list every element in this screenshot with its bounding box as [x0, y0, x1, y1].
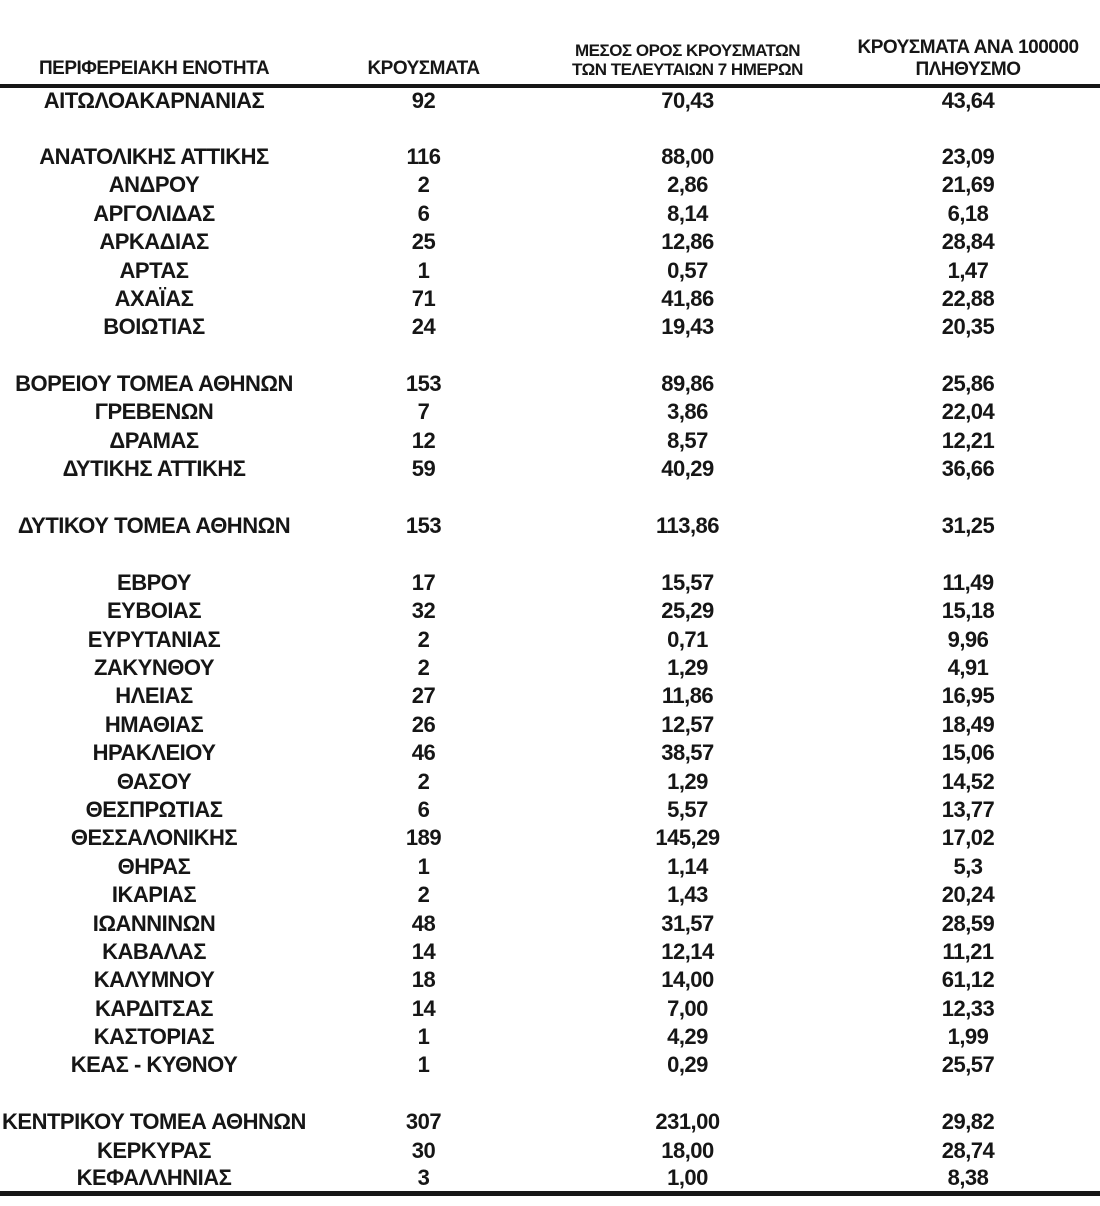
column-header-cases — [308, 0, 539, 86]
avg7-cell: 38,57 — [661, 740, 714, 766]
region-cell: ΕΒΡΟΥ — [117, 569, 191, 595]
cases-cell: 48 — [411, 910, 436, 936]
column-header-per-100000 — [836, 0, 1100, 86]
avg7-cell: 12,14 — [661, 938, 714, 964]
table-row — [0, 569, 1100, 597]
region-cell: ΑΙΤΩΛΟΑΚΑΡΝΑΝΙΑΣ — [43, 88, 265, 114]
avg7-cell: 1,00 — [539, 1165, 836, 1193]
avg7-cell: 88,00 — [661, 143, 714, 169]
per100k-cell: 15,06 — [941, 740, 995, 766]
table-row — [0, 654, 1100, 682]
cases-cell: 189 — [405, 825, 442, 851]
table-row — [0, 200, 1100, 228]
per100k-cell: 15,18 — [941, 598, 995, 624]
region-cell: ΘΗΡΑΣ — [117, 853, 191, 879]
region-cell: ΙΚΑΡΙΑΣ — [111, 882, 197, 908]
region-cell: ΒΟΙΩΤΙΑΣ — [103, 314, 205, 340]
cases-cell: 2 — [417, 882, 430, 908]
per100k-cell: 13,77 — [941, 796, 995, 822]
cases-cell: 153 — [405, 513, 442, 539]
group-spacer-cell — [0, 540, 1100, 568]
per100k-cell: 21,69 — [941, 172, 995, 198]
per100k-cell: 20,24 — [941, 882, 995, 908]
per100k-cell: 1,99 — [947, 1024, 989, 1050]
table-row — [0, 824, 1100, 852]
per100k-cell: 25,57 — [941, 1052, 995, 1078]
avg7-cell: 0,71 — [667, 626, 708, 652]
region-cell: ΕΥΒΟΙΑΣ — [106, 598, 202, 624]
cases-cell: 25 — [411, 229, 436, 255]
table-row — [0, 256, 1100, 284]
cases-cell: 6 — [417, 796, 430, 822]
region-cell: ΚΕΡΚΥΡΑΣ — [97, 1137, 211, 1163]
avg7-cell: 12,57 — [661, 711, 714, 737]
table-row — [0, 597, 1100, 625]
avg7-cell: 0,57 — [667, 257, 708, 283]
region-cell: ΘΕΣΠΡΩΤΙΑΣ — [85, 796, 223, 822]
cases-cell: 7 — [417, 399, 430, 425]
per100k-cell: 61,12 — [941, 967, 995, 993]
table-row — [0, 995, 1100, 1023]
per100k-cell: 12,21 — [941, 427, 995, 453]
cases-cell: 12 — [411, 427, 436, 453]
cases-cell: 2 — [417, 655, 430, 680]
avg7-cell: 1,43 — [667, 882, 708, 908]
per100k-cell: 18,49 — [941, 711, 995, 737]
table-row — [0, 796, 1100, 824]
table-row — [0, 1165, 1100, 1193]
per100k-cell: 28,74 — [941, 1137, 995, 1163]
avg7-cell: 11,86 — [661, 683, 714, 709]
cases-cell: 14 — [411, 938, 436, 964]
per100k-cell: 12,33 — [941, 995, 995, 1021]
cases-cell: 153 — [405, 371, 442, 397]
group-spacer-row — [0, 342, 1100, 370]
table-body — [0, 86, 1100, 1193]
cases-cell: 18 — [411, 967, 436, 993]
avg7-cell: 2,86 — [667, 172, 708, 198]
cases-cell: 46 — [411, 740, 436, 766]
column-header-7day-average-line2: ΤΩΝ ΤΕΛΕΥΤΑΙΩΝ 7 ΗΜΕΡΩΝ — [572, 59, 803, 79]
column-header-7day-average-line1: ΜΕΣΟΣ ΟΡΟΣ ΚΡΟΥΣΜΑΤΩΝ — [575, 40, 800, 60]
column-header-7day-average — [539, 0, 836, 86]
table-row — [0, 427, 1100, 455]
region-cell: ΙΩΑΝΝΙΝΩΝ — [92, 910, 216, 936]
cases-cell: 2 — [417, 768, 430, 794]
per100k-cell: 20,35 — [941, 314, 995, 340]
per100k-cell: 8,38 — [836, 1165, 1100, 1193]
table-row — [0, 625, 1100, 653]
avg7-cell: 89,86 — [661, 371, 714, 397]
avg7-cell: 231,00 — [655, 1109, 720, 1135]
avg7-cell: 1,29 — [667, 655, 708, 680]
table-row — [0, 1108, 1100, 1136]
region-cell: ΚΕΑΣ - ΚΥΘΝΟΥ — [70, 1052, 238, 1078]
avg7-cell: 1,14 — [667, 853, 708, 879]
cases-cell: 1 — [417, 257, 430, 283]
table-row — [0, 285, 1100, 313]
cases-cell: 17 — [411, 569, 436, 595]
avg7-cell: 8,14 — [667, 200, 708, 226]
cases-cell: 27 — [411, 683, 436, 709]
cases-cell: 307 — [405, 1109, 442, 1135]
cases-cell: 26 — [411, 711, 436, 737]
table-row — [0, 682, 1100, 710]
header-row — [0, 0, 1100, 86]
table-header — [0, 0, 1100, 86]
region-cell: ΚΑΛΥΜΝΟΥ — [93, 967, 215, 993]
avg7-cell: 41,86 — [661, 285, 714, 311]
group-spacer-cell — [0, 342, 1100, 370]
region-cell: ΑΝΔΡΟΥ — [108, 172, 200, 198]
region-cell: ΒΟΡΕΙΟΥ ΤΟΜΕΑ ΑΘΗΝΩΝ — [15, 371, 293, 397]
table-row — [0, 1051, 1100, 1079]
cases-cell: 6 — [417, 200, 430, 226]
per100k-cell: 9,96 — [947, 626, 989, 652]
group-spacer-row — [0, 1080, 1100, 1108]
cases-cell: 1 — [417, 853, 430, 879]
table-row — [0, 455, 1100, 483]
cases-cell: 71 — [411, 285, 436, 311]
per100k-cell: 11,49 — [942, 569, 994, 595]
per100k-cell: 4,91 — [947, 655, 989, 680]
per100k-cell: 28,84 — [941, 229, 995, 255]
per100k-cell: 29,82 — [941, 1109, 995, 1135]
cases-cell: 92 — [411, 88, 436, 114]
per100k-cell: 25,86 — [941, 371, 995, 397]
region-cell: ΔΡΑΜΑΣ — [109, 427, 199, 453]
column-header-region-label: ΠΕΡΙΦΕΡΕΙΑΚΗ ΕΝΟΤΗΤΑ — [38, 57, 270, 79]
table-row — [0, 739, 1100, 767]
table-row — [0, 171, 1100, 199]
region-cell: ΗΡΑΚΛΕΙΟΥ — [92, 740, 216, 766]
cases-cell: 30 — [411, 1137, 436, 1163]
avg7-cell: 31,57 — [661, 910, 714, 936]
avg7-cell: 5,57 — [667, 796, 708, 822]
column-header-per-100000-line2: ΠΛΗΘΥΣΜΟ — [915, 58, 1021, 80]
table-row — [0, 370, 1100, 398]
avg7-cell: 1,29 — [667, 768, 708, 794]
region-cell: ΚΑΡΔΙΤΣΑΣ — [95, 995, 213, 1021]
cases-cell: 1 — [417, 1024, 430, 1050]
per100k-cell: 17,02 — [941, 825, 995, 851]
cases-cell: 2 — [417, 172, 430, 198]
avg7-cell: 113,86 — [655, 513, 720, 539]
group-spacer-row — [0, 114, 1100, 142]
cases-cell: 14 — [411, 995, 436, 1021]
region-cell: ΖΑΚΥΝΘΟΥ — [93, 655, 215, 680]
avg7-cell: 8,57 — [667, 427, 708, 453]
cases-cell: 24 — [411, 314, 436, 340]
avg7-cell: 70,43 — [661, 88, 714, 114]
table-row — [0, 938, 1100, 966]
region-cell: ΚΑΒΑΛΑΣ — [102, 938, 206, 964]
avg7-cell: 12,86 — [661, 229, 714, 255]
per100k-cell: 23,09 — [941, 143, 995, 169]
table-row — [0, 512, 1100, 540]
region-cell: ΑΝΑΤΟΛΙΚΗΣ ΑΤΤΙΚΗΣ — [39, 143, 269, 169]
region-cell: ΗΛΕΙΑΣ — [115, 683, 193, 709]
group-spacer-cell — [0, 114, 1100, 142]
avg7-cell: 25,29 — [661, 598, 714, 624]
avg7-cell: 15,57 — [661, 569, 714, 595]
cases-cell: 59 — [411, 456, 436, 482]
per100k-cell: 6,18 — [947, 200, 989, 226]
table-row — [0, 86, 1100, 114]
table-row — [0, 313, 1100, 341]
per100k-cell: 22,88 — [941, 285, 995, 311]
cases-cell: 2 — [417, 626, 430, 652]
avg7-cell: 145,29 — [655, 825, 720, 851]
group-spacer-row — [0, 483, 1100, 511]
column-header-per-100000-line1: ΚΡΟΥΣΜΑΤΑ ΑΝΑ 100000 — [857, 37, 1079, 59]
per100k-cell: 43,64 — [941, 88, 995, 114]
table-row — [0, 1136, 1100, 1164]
per100k-cell: 11,21 — [942, 938, 994, 964]
table-row — [0, 767, 1100, 795]
column-header-region — [0, 0, 308, 86]
group-spacer-row — [0, 540, 1100, 568]
avg7-cell: 0,29 — [667, 1052, 708, 1078]
table-row — [0, 1023, 1100, 1051]
avg7-cell: 40,29 — [661, 456, 714, 482]
avg7-cell: 18,00 — [661, 1137, 714, 1163]
region-cell: ΑΡΚΑΔΙΑΣ — [99, 229, 209, 255]
avg7-cell: 7,00 — [667, 995, 708, 1021]
cases-cell: 3 — [308, 1165, 539, 1193]
table-row — [0, 881, 1100, 909]
region-cell: ΓΡΕΒΕΝΩΝ — [94, 399, 214, 425]
avg7-cell: 4,29 — [667, 1024, 708, 1050]
table-row — [0, 143, 1100, 171]
region-cell: ΚΕΦΑΛΛΗΝΙΑΣ — [0, 1165, 308, 1193]
region-cell: ΚΑΣΤΟΡΙΑΣ — [93, 1024, 215, 1050]
region-cell: ΚΕΝΤΡΙΚΟΥ ΤΟΜΕΑ ΑΘΗΝΩΝ — [2, 1109, 306, 1135]
per100k-cell: 28,59 — [941, 910, 995, 936]
table-row — [0, 909, 1100, 937]
region-cell: ΔΥΤΙΚΗΣ ΑΤΤΙΚΗΣ — [62, 456, 246, 482]
table-row — [0, 966, 1100, 994]
region-cell: ΘΕΣΣΑΛΟΝΙΚΗΣ — [70, 825, 238, 851]
table-row — [0, 853, 1100, 881]
cases-cell: 1 — [417, 1052, 430, 1078]
region-cell: ΔΥΤΙΚΟΥ ΤΟΜΕΑ ΑΘΗΝΩΝ — [17, 513, 291, 539]
group-spacer-cell — [0, 483, 1100, 511]
per100k-cell: 31,25 — [941, 513, 995, 539]
avg7-cell: 3,86 — [667, 399, 708, 425]
group-spacer-cell — [0, 1080, 1100, 1108]
region-cell: ΑΡΓΟΛΙΔΑΣ — [93, 200, 215, 226]
table-row — [0, 228, 1100, 256]
avg7-cell: 19,43 — [661, 314, 714, 340]
per100k-cell: 5,3 — [953, 853, 983, 879]
per100k-cell: 36,66 — [941, 456, 995, 482]
per100k-cell: 1,47 — [947, 257, 989, 283]
per100k-cell: 16,95 — [941, 683, 995, 709]
table-row — [0, 398, 1100, 426]
region-cell: ΘΑΣΟΥ — [116, 768, 192, 794]
per100k-cell: 22,04 — [941, 399, 995, 425]
region-cell: ΗΜΑΘΙΑΣ — [104, 711, 204, 737]
region-cell: ΑΧΑΪΑΣ — [114, 285, 194, 311]
per100k-cell: 14,52 — [941, 768, 995, 794]
cases-cell: 32 — [411, 598, 436, 624]
table-row — [0, 711, 1100, 739]
column-header-cases-label: ΚΡΟΥΣΜΑΤΑ — [367, 57, 480, 79]
cases-cell: 116 — [406, 143, 441, 169]
region-cell: ΑΡΤΑΣ — [119, 257, 189, 283]
region-cell: ΕΥΡΥΤΑΝΙΑΣ — [87, 626, 221, 652]
avg7-cell: 14,00 — [661, 967, 714, 993]
